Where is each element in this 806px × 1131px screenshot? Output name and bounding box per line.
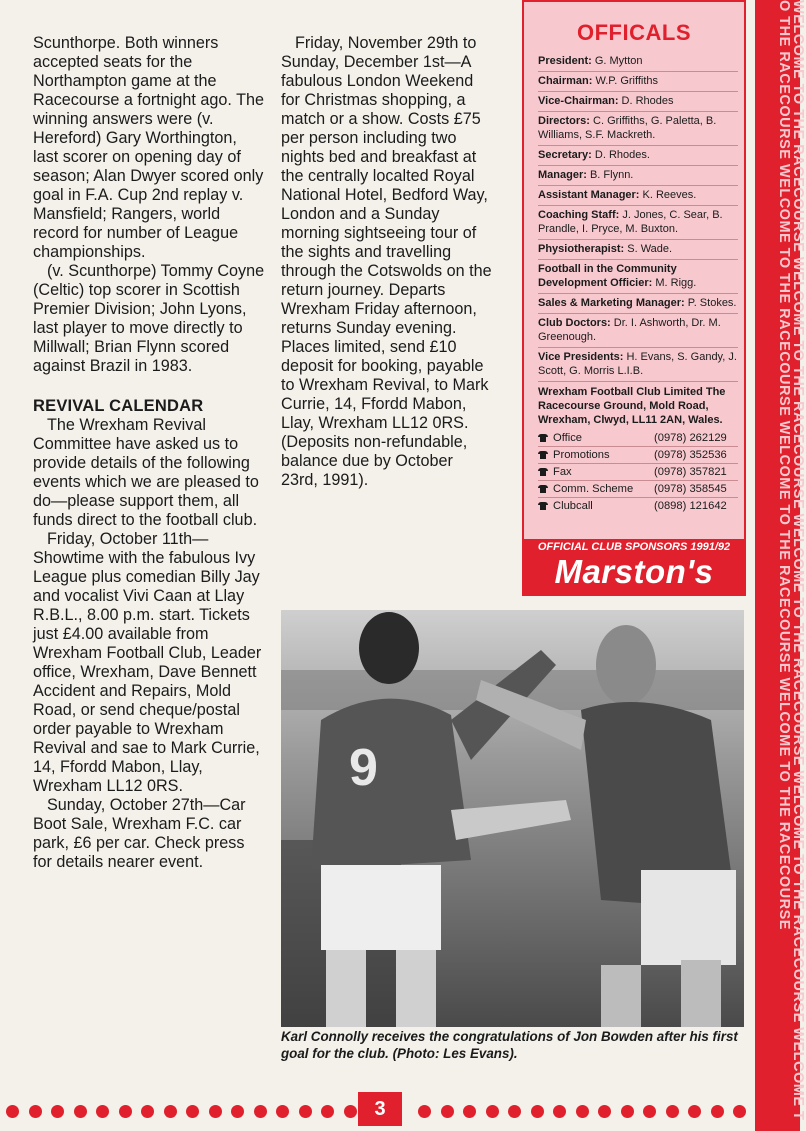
footer-dot <box>141 1105 154 1118</box>
official-role: Assistant Manager: <box>538 189 640 201</box>
footer-dot <box>598 1105 611 1118</box>
phone-list <box>538 430 738 514</box>
phone-number: (0978) 262129 <box>654 432 727 444</box>
footer-dot <box>119 1105 132 1118</box>
footer-dot <box>418 1105 431 1118</box>
footer-dot <box>231 1105 244 1118</box>
footer-dot <box>666 1105 679 1118</box>
sponsor-banner <box>524 539 744 594</box>
phone-label: Office <box>553 432 583 444</box>
phone-row <box>538 497 738 514</box>
players-celebrating-image <box>281 610 744 1027</box>
match-photo <box>281 610 744 1027</box>
official-names: B. Flynn. <box>586 169 634 181</box>
official-role: Secretary: <box>538 149 592 161</box>
telephone-icon <box>538 434 548 442</box>
official-role: Club Doctors: <box>538 317 611 329</box>
official-entry <box>538 92 738 112</box>
official-entry <box>538 166 738 186</box>
footer-dot <box>711 1105 724 1118</box>
telephone-icon <box>538 485 548 493</box>
welcome-band-text: WELCOME TO THE RACECOURSE WELCOME TO THE RACECOURSE WELCOME TO THE RACECOURSE WELCOME TO THE RACECOURSE WELCOME TO THE RACECOURSE WELCOME TO THE RACECOURSE WELCOME TO THE RACECOURSE WELCOME TO THE RACECOURSE <box>776 0 806 1121</box>
welcome-side-band <box>755 0 806 1131</box>
telephone-icon <box>538 468 548 476</box>
phone-label: Promotions <box>553 449 610 461</box>
phone-label: Clubcall <box>553 500 593 512</box>
official-names: M. Rigg. <box>652 277 697 289</box>
phone-row <box>538 430 738 446</box>
footer-dot <box>463 1105 476 1118</box>
footer-dot <box>29 1105 42 1118</box>
footer-dot <box>6 1105 19 1118</box>
telephone-icon <box>538 502 548 510</box>
official-role: President: <box>538 55 592 67</box>
official-role: Vice-Chairman: <box>538 95 619 107</box>
footer-dot <box>733 1105 746 1118</box>
official-names: Dr. I. Ashworth, Dr. M. Greenough. <box>538 317 721 343</box>
officials-box <box>522 0 746 596</box>
phone-number: (0978) 357821 <box>654 466 727 478</box>
official-role: Physiotherapist: <box>538 243 625 255</box>
footer-dot <box>344 1105 357 1118</box>
phone-label: Comm. Scheme <box>553 483 634 495</box>
page-footer <box>0 1092 755 1126</box>
footer-dot <box>441 1105 454 1118</box>
official-role: Sales & Marketing Manager: <box>538 297 685 309</box>
event-showtime-paragraph: Friday, October 11th—Showtime with the fabulous Ivy League plus comedian Billy Jay and vocalist Vivi Caan at Llay R.B.L., 8.00 p.m. start. Tickets just £4.00 available from Wrexham Football Club, Leader office, Wrexham, Dave Bennett Accident and Repairs, Mold Road, or send cheque/postal order payable to Wrexham Revival and sae to Mark Currie, 14, Ffordd Mabon, Llay, Wrexham LL12 0RS. <box>33 530 262 795</box>
phone-number: (0978) 358545 <box>654 483 727 495</box>
official-names: D. Rhodes. <box>591 149 650 161</box>
footer-dot <box>576 1105 589 1118</box>
official-names: W.P. Griffiths <box>592 75 659 87</box>
shirt-number: 9 <box>349 739 378 797</box>
intro-paragraph: Scunthorpe. Both winners accepted seats for the Northampton game at the Racecourse a fortnight ago. The winning answers were (v. Hereford) Gary Worthington, last scorer on opening day of season; Alan Dwyer scored only goal in F.A. Cup 2nd replay v. Mansfield; Rangers, world record for number of League championships. <box>33 34 264 261</box>
official-names: K. Reeves. <box>639 189 697 201</box>
calendar-intro-paragraph: The Wrexham Revival Committee have asked us to provide details of the following events which we are pleased to do—please support them, all funds direct to the football club. <box>33 416 259 529</box>
phone-row <box>538 463 738 480</box>
telephone-icon <box>538 451 548 459</box>
footer-dot <box>508 1105 521 1118</box>
photo-caption: Karl Connolly receives the congratulations of Jon Bowden after his first goal for the club. (Photo: Les Evans). <box>281 1029 738 1061</box>
officials-title: OFFICALS <box>577 20 691 45</box>
sponsor-label: OFFICIAL CLUB SPONSORS 1991/92 <box>537 541 731 553</box>
official-role: Coaching Staff: <box>538 209 620 221</box>
sponsor-logo: Marston's <box>554 553 714 590</box>
official-names: G. Mytton <box>591 55 643 67</box>
official-entry <box>538 260 738 294</box>
footer-dot <box>209 1105 222 1118</box>
phone-row <box>538 446 738 463</box>
phone-row <box>538 480 738 497</box>
official-names: S. Wade. <box>624 243 673 255</box>
official-role: Manager: <box>538 169 587 181</box>
footer-dot <box>688 1105 701 1118</box>
footer-dot <box>321 1105 334 1118</box>
official-entry <box>538 240 738 260</box>
official-names: D. Rhodes <box>618 95 674 107</box>
event-car-boot-paragraph: Sunday, October 27th—Car Boot Sale, Wrexham F.C. car park, £6 per car. Check press for details nearer event. <box>33 796 246 871</box>
official-entry <box>538 294 738 314</box>
footer-dot <box>553 1105 566 1118</box>
official-role: Chairman: <box>538 75 593 87</box>
phone-number: (0898) 121642 <box>654 500 727 512</box>
footer-dot <box>621 1105 634 1118</box>
footer-dot <box>96 1105 109 1118</box>
official-entry <box>538 72 738 92</box>
page-number: 3 <box>358 1092 402 1126</box>
official-names: P. Stokes. <box>684 297 737 309</box>
official-entry <box>538 186 738 206</box>
official-names: H. Evans, S. Gandy, J. Scott, G. Morris L.I.B. <box>538 351 737 377</box>
official-entry <box>538 314 738 348</box>
middle-text-column <box>281 34 493 490</box>
official-names: J. Jones, C. Sear, B. Prandle, I. Pryce, M. Buxton. <box>538 209 723 235</box>
footer-dot <box>51 1105 64 1118</box>
official-entry <box>538 146 738 166</box>
footer-dot <box>531 1105 544 1118</box>
footer-dot <box>254 1105 267 1118</box>
official-names: C. Griffiths, G. Paletta, B. Williams, S.F. Mackreth. <box>538 115 717 141</box>
phone-number: (0978) 352536 <box>654 449 727 461</box>
officials-list <box>538 52 738 514</box>
intro-paragraph: (v. Scunthorpe) Tommy Coyne (Celtic) top scorer in Scottish Premier Division; John Lyons, last player to move directly to Millwall; Brian Flynn scored against Brazil in 1983. <box>33 262 265 375</box>
footer-dot <box>276 1105 289 1118</box>
official-entry <box>538 348 738 382</box>
phone-label: Fax <box>553 466 572 478</box>
footer-dot <box>74 1105 87 1118</box>
official-entry <box>538 206 738 240</box>
footer-dot <box>643 1105 656 1118</box>
event-london-weekend-paragraph: Friday, November 29th to Sunday, December 1st—A fabulous London Weekend for Christmas shopping, a match or a show. Costs £75 per person including two nights bed and breakfast at the centrally localted Royal National Hotel, Bedford Way, London and a Sunday morning sightseeing tour of the sights and travelling through the Cotswolds on the return journey. Departs Wrexham Friday afternoon, returns Sunday evening. Places limited, send £10 deposit for booking, payable to Wrexham Revival, to Mark Currie, 14, Ffordd Mabon, Llay, Wrexham LL12 0RS. (Deposits non-refundable, balance due by October 23rd, 1991). <box>281 34 492 489</box>
revival-calendar-heading: REVIVAL CALENDAR <box>33 397 204 415</box>
official-role: Directors: <box>538 115 590 127</box>
club-address: Wrexham Football Club Limited The Racecourse Ground, Mold Road, Wrexham, Clwyd, LL11 2AN, Wales. <box>538 386 726 426</box>
footer-dot <box>164 1105 177 1118</box>
footer-dot <box>299 1105 312 1118</box>
footer-dot <box>486 1105 499 1118</box>
official-role: Football in the Community Development Officier: <box>538 263 677 289</box>
left-text-column <box>33 34 265 872</box>
official-entry <box>538 52 738 72</box>
official-entry <box>538 112 738 146</box>
official-role: Vice Presidents: <box>538 351 624 363</box>
footer-dot <box>186 1105 199 1118</box>
